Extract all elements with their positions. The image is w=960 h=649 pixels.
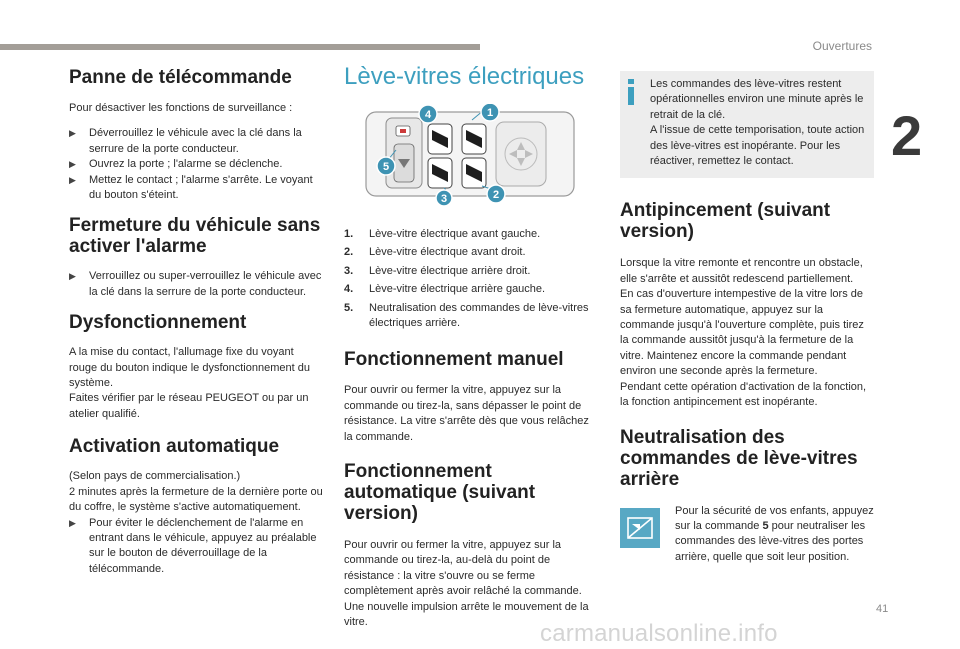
svg-text:1: 1 [486, 107, 494, 119]
info-text-2: A l'issue de cette temporisation, toute action des lève-vitres est inopérante. Pour les réactiver, remettez le contact. [650, 124, 865, 168]
dysf-text-2: Faites vérifier par le réseau PEUGEOT ou par un atelier qualifié. [69, 392, 309, 420]
left-column [69, 67, 323, 577]
arrow-bullet-icon: ▶ [69, 159, 76, 170]
list-item: ▶ Verrouillez ou super-verrouillez le véhicule avec la clé dans la serrure de la porte conducteur. [69, 270, 322, 298]
neutralisation-title: Neutralisation des commandes de lève-vitres arrière [620, 426, 858, 490]
activation-title: Activation automatique [69, 436, 280, 458]
arrow-bullet-icon: ▶ [69, 517, 76, 528]
list-item: 3. Lève-vitre électrique arrière droit. [344, 264, 531, 277]
fermeture-title: Fermeture du véhicule sans activer l'alarme [69, 215, 321, 258]
antipincement-text-3: Pendant cette opération d'activation de la fonction, la fonction antipincement est inopérante. [620, 380, 867, 409]
info-text-1: Les commandes des lève-vitres restent opérationnelles environ une minute après le retrait de la clé. [650, 78, 864, 121]
info-box [620, 71, 874, 178]
arrow-bullet-icon: ▶ [69, 174, 76, 185]
callout-2 [487, 185, 505, 203]
callout-5 [377, 157, 395, 175]
svg-text:4: 4 [424, 109, 432, 121]
antipincement-text-2: En cas d'ouverture intempestive de la vitre lors de sa fermeture automatique, appuyez sur la commande jusqu'à l'ouverture complète, puis tirez la commande aussitôt jusqu'à la fermeture de la vitre. Maintenez encore la commande pendant environ une seconde après la fermeture. [620, 288, 864, 378]
activation-text-2: 2 minutes après la fermeture de la dernière porte ou du coffre, le système s'active automatiquement. [69, 485, 323, 514]
callout-1 [481, 104, 499, 121]
callout-4 [419, 105, 437, 123]
dysf-text: A la mise du contact, l'allumage fixe du voyant rouge du bouton indique le dysfonctionnement du système. [69, 346, 310, 390]
chapter-number: 2 [891, 104, 923, 167]
info-icon [628, 79, 634, 105]
panne-title: Panne de télécommande [69, 67, 292, 88]
svg-text:2: 2 [492, 189, 500, 201]
list-item: ▶ Mettez le contact ; l'alarme s'arrête. Le voyant du bouton s'éteint. [69, 173, 313, 202]
list-item: 4. Lève-vitre électrique arrière gauche. [344, 283, 546, 296]
panne-intro: Pour désactiver les fonctions de surveillance : [69, 102, 293, 114]
fermeture-list [69, 269, 323, 300]
svg-text:5: 5 [382, 161, 390, 173]
window-switch-illustration [360, 104, 580, 206]
manuel-title: Fonctionnement manuel [344, 349, 564, 371]
page-title: Lève-vitres électriques [344, 63, 585, 90]
callout-3 [436, 190, 452, 206]
antipincement-text-1: Lorsque la vitre remonte et rencontre un obstacle, elle s'arrête et aussitôt redescend partiellement. [620, 257, 863, 285]
automatique-text: Pour ouvrir ou fermer la vitre, appuyez sur la commande ou tirez-la, au-delà du point de résistance : la vitre s'ouvre ou se ferme complètement après avoir relâché la commande. Une nouvelle impulsion arrête le mouvement de la vitre. [344, 539, 589, 629]
list-item: 1. Lève-vitre électrique avant gauche. [344, 228, 541, 240]
page-number: 41 [876, 603, 889, 615]
header-rule [0, 44, 480, 50]
section-label: Ouvertures [812, 39, 872, 53]
neutralisation-block [620, 504, 874, 566]
list-item: 5. Neutralisation des commandes de lève-vitres électriques arrière. [344, 301, 589, 330]
activation-text-1: (Selon pays de commercialisation.) [69, 470, 241, 483]
middle-column [344, 62, 590, 631]
automatique-title: Fonctionnement automatique (suivant version) [344, 461, 536, 525]
dysf-title: Dysfonctionnement [69, 312, 247, 334]
list-item: ▶ Ouvrez la porte ; l'alarme se déclenche. [69, 157, 323, 172]
right-column [620, 71, 874, 565]
watermark: carmanualsonline.info [540, 620, 778, 647]
activation-list [69, 516, 323, 578]
svg-text:3: 3 [440, 193, 448, 205]
neutralisation-text: Pour la sécurité de vos enfants, appuyez sur la commande 5 pour neutraliser les commandes des lève-vitres des portes arrière, quelle que soit leur position. [675, 504, 874, 563]
arrow-bullet-icon: ▶ [69, 271, 76, 282]
list-item: 2. Lève-vitre électrique avant droit. [344, 246, 526, 259]
child-lock-icon [620, 508, 660, 548]
antipincement-title: Antipincement (suivant version) [620, 200, 831, 243]
manuel-text: Pour ouvrir ou fermer la vitre, appuyez sur la commande ou tirez-la, sans dépasser le point de résistance. La vitre s'arrête dès que vous relâchez la commande. [344, 384, 589, 443]
arrow-bullet-icon: ▶ [69, 128, 76, 139]
panne-list [69, 126, 323, 203]
list-item: ▶ Déverrouillez le véhicule avec la clé dans la serrure de la porte conducteur. [69, 127, 302, 155]
control-legend-list [344, 227, 590, 331]
list-item: ▶ Pour éviter le déclenchement de l'alarme en entrant dans le véhicule, appuyez au préalable sur le bouton de déverrouillage de la télécommande. [69, 516, 317, 575]
